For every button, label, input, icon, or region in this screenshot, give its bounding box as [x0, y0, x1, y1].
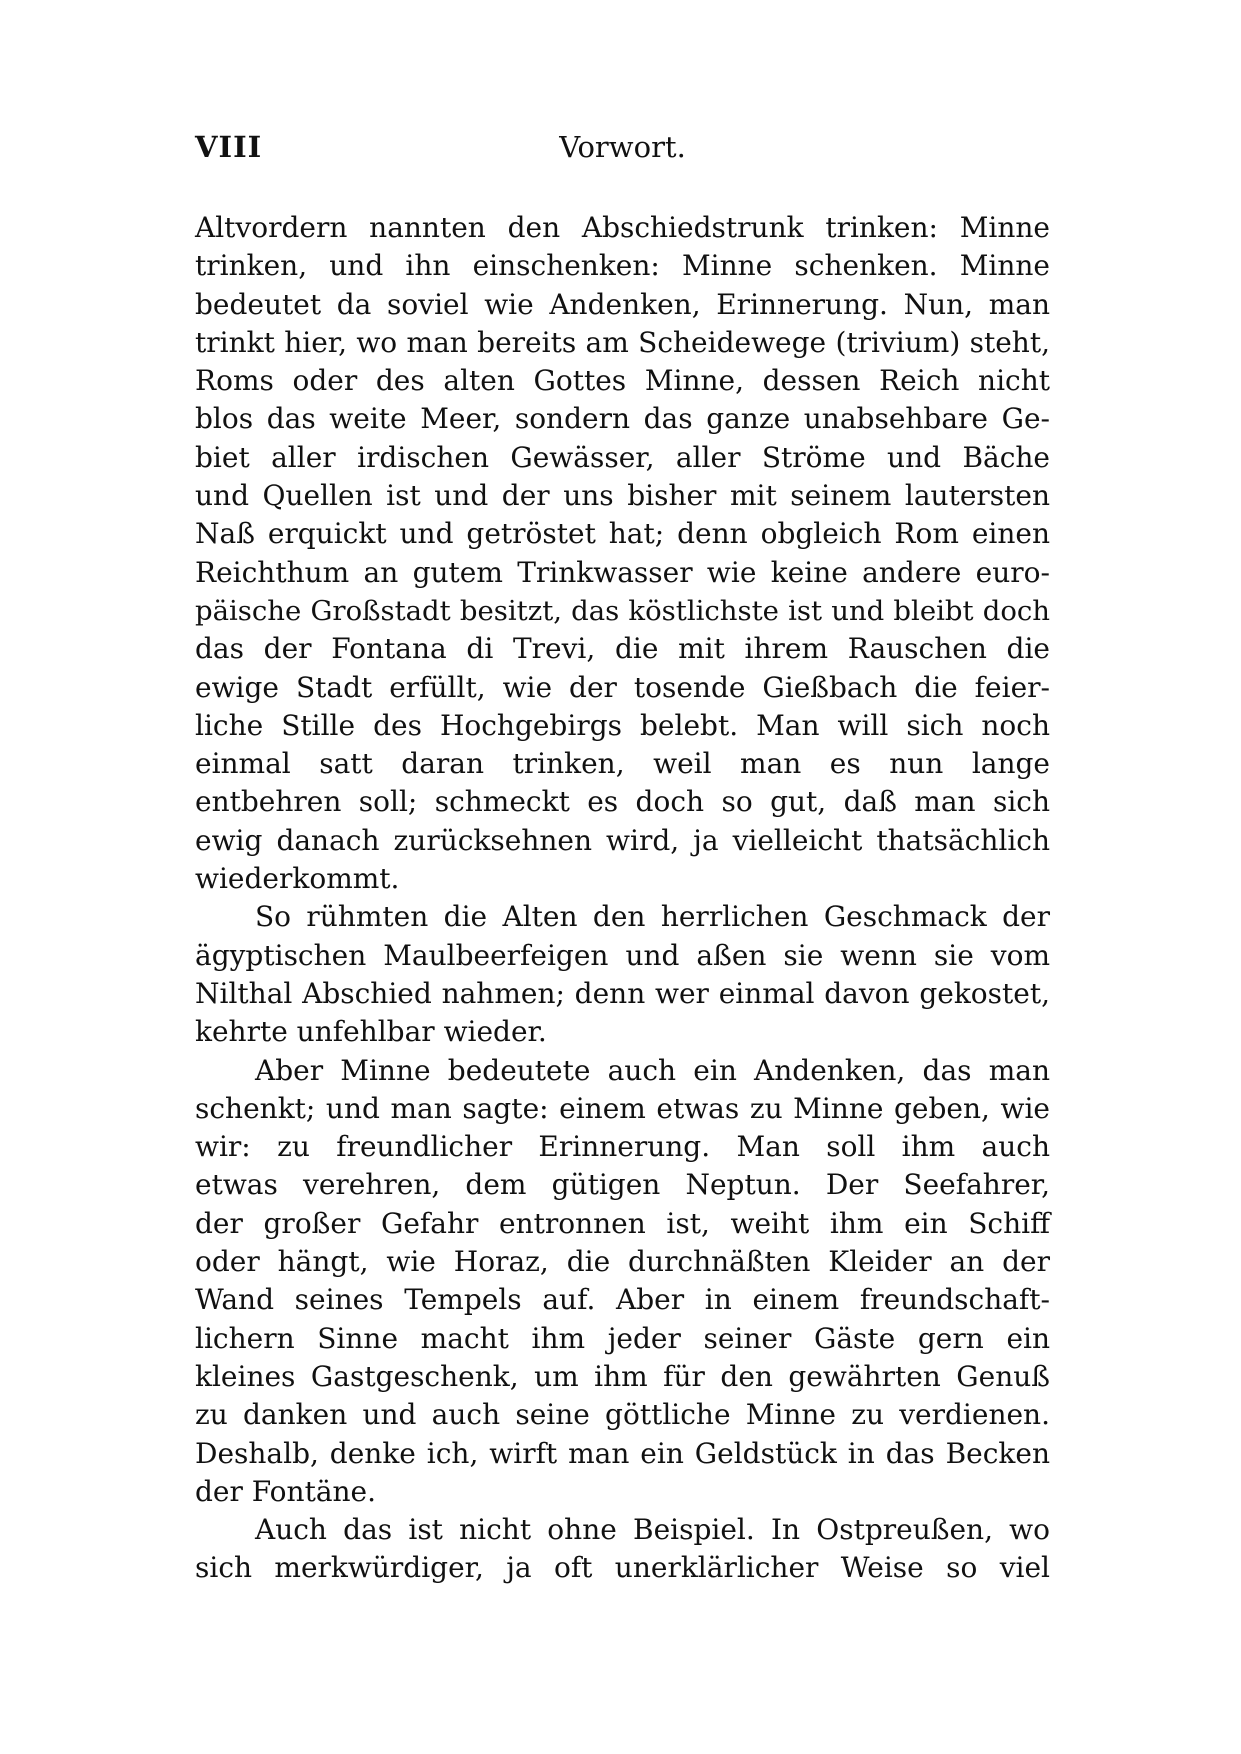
- text-line: Nilthal Abschied nahmen; denn wer einmal davon gekostet,: [195, 976, 1050, 1010]
- text-line: Auch das ist nicht ohne Beispiel. In Ostpreußen, wo: [255, 1513, 1050, 1547]
- text-line: Altvordern nannten den Abschiedstrunk trinken: Minne: [195, 211, 1050, 244]
- text-line: bedeutet da soviel wie Andenken, Erinnerung. Nun, man: [195, 287, 1050, 321]
- text-line: kleines Gastgeschenk, um ihm für den gewährten Genuß: [195, 1359, 1050, 1393]
- text-line: wiederkommt.: [195, 862, 400, 896]
- text-line: der großer Gefahr entronnen ist, weiht ihm ein Schiff: [195, 1206, 1050, 1240]
- text-line: schenkt; und man sagte: einem etwas zu Minne geben, wie: [195, 1091, 1050, 1125]
- text-line: So rühmten die Alten den herrlichen Geschmack der: [255, 900, 1050, 934]
- text-line: zu danken und auch seine göttliche Minne zu verdienen.: [195, 1398, 1050, 1432]
- text-line: liche Stille des Hochgebirgs belebt. Man will sich noch: [195, 708, 1050, 742]
- text-line: der Fontäne.: [195, 1474, 377, 1508]
- text-line: Wand seines Tempels auf. Aber in einem freundschaft-: [195, 1283, 1050, 1317]
- text-line: entbehren soll; schmeckt es doch so gut, daß man sich: [195, 785, 1050, 819]
- text-line: ägyptischen Maulbeerfeigen und aßen sie wenn sie vom: [195, 938, 1050, 972]
- running-head-title: Vorwort.: [559, 130, 686, 164]
- text-line: das der Fontana di Trevi, die mit ihrem Rauschen die: [195, 632, 1050, 666]
- text-line: und Quellen ist und der uns bisher mit seinem lautersten: [195, 479, 1050, 513]
- text-line: Aber Minne bedeutete auch ein Andenken, das man: [255, 1053, 1050, 1087]
- running-head: [195, 125, 1050, 169]
- text-line: Reichthum an gutem Trinkwasser wie keine andere euro-: [195, 555, 1050, 589]
- text-line: biet aller irdischen Gewässer, aller Ströme und Bäche: [195, 440, 1050, 474]
- text-line: wir: zu freundlicher Erinnerung. Man soll ihm auch: [195, 1130, 1050, 1164]
- text-line: Naß erquickt und getröstet hat; denn obgleich Rom einen: [195, 517, 1050, 551]
- text-line: ewig danach zurücksehnen wird, ja vielleicht thatsächlich: [195, 823, 1050, 857]
- text-line: päische Großstadt besitzt, das köstlichste ist und bleibt doch: [195, 594, 1050, 627]
- text-line: oder hängt, wie Horaz, die durchnäßten Kleider an der: [195, 1245, 1050, 1279]
- text-line: trinken, und ihn einschenken: Minne schenken. Minne: [195, 249, 1050, 283]
- text-line: Deshalb, denke ich, wirft man ein Geldstück in das Becken: [195, 1436, 1050, 1470]
- page-number: VIII: [195, 130, 263, 164]
- text-line: blos das weite Meer, sondern das ganze unabsehbare Ge-: [195, 402, 1050, 436]
- text-line: Roms oder des alten Gottes Minne, dessen Reich nicht: [195, 364, 1050, 398]
- text-line: sich merkwürdiger, ja oft unerklärlicher Weise so viel: [195, 1551, 1050, 1585]
- text-line: etwas verehren, dem gütigen Neptun. Der Seefahrer,: [195, 1168, 1050, 1202]
- text-line: ewige Stadt erfüllt, wie der tosende Gießbach die feier-: [195, 670, 1050, 704]
- text-line: kehrte unfehlbar wieder.: [195, 1015, 547, 1049]
- text-line: trinkt hier, wo man bereits am Scheidewege (trivium) steht,: [195, 325, 1050, 359]
- text-line: einmal satt daran trinken, weil man es nun lange: [195, 747, 1050, 781]
- text-line: lichern Sinne macht ihm jeder seiner Gäste gern ein: [195, 1321, 1050, 1355]
- book-page: [195, 125, 1050, 1695]
- body-text: [195, 209, 1050, 1588]
